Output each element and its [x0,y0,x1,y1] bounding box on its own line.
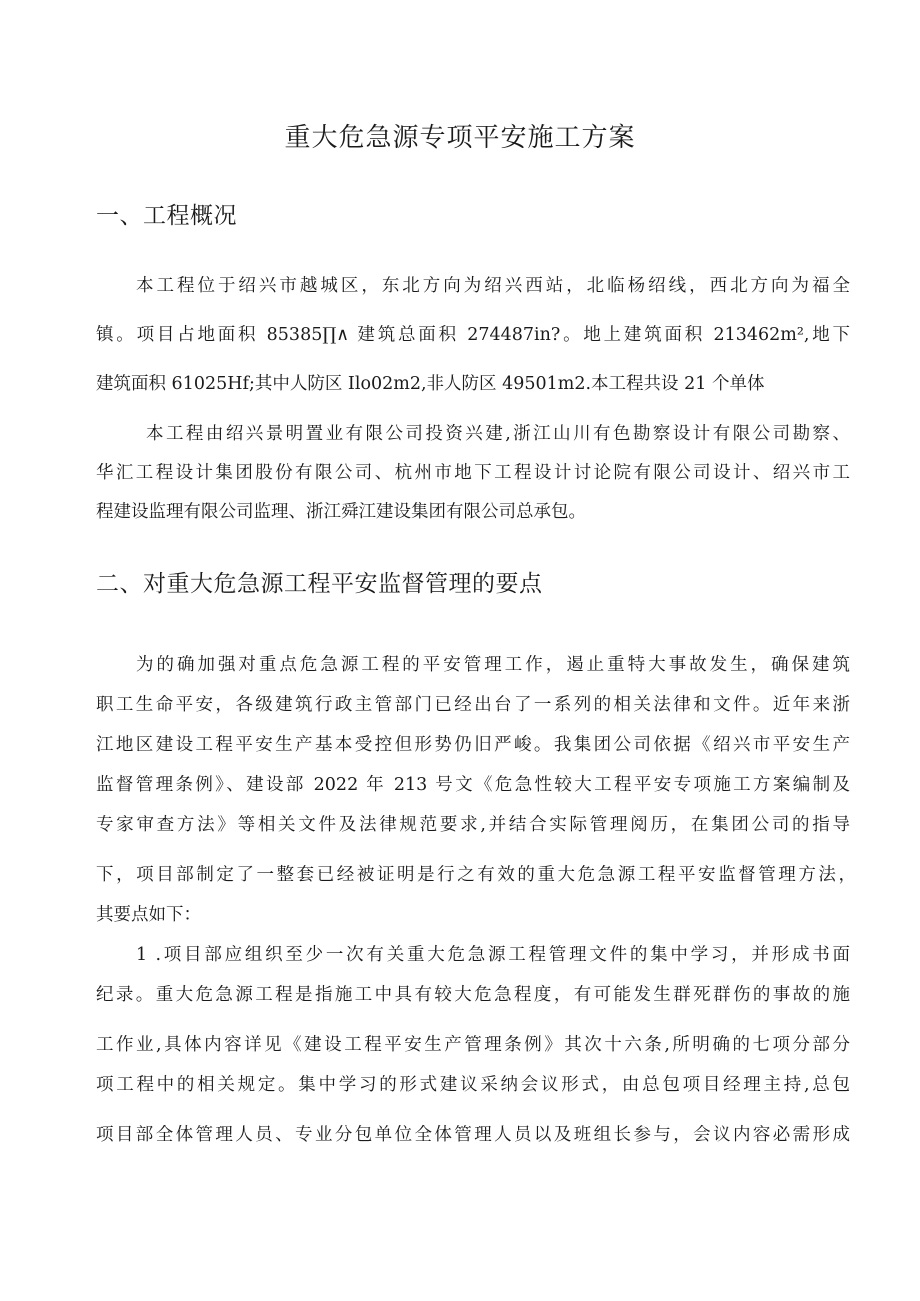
document-title: 重大危急源专项平安施工方案 [284,123,636,153]
text-line: 监督管理条例》、建设部 2022 年 213 号文《危急性较大工程平安专项施工方案编制及 [96,775,850,795]
text-line: 建筑面积 61025Hf;其中人防区 Ilo02m2,非人防区 49501m2.本工程共设 21 个单体 [96,374,765,394]
text-line: 本工程位于绍兴市越城区，东北方向为绍兴西站，北临杨绍线，西北方向为福全 [136,276,850,296]
text-line: 程建设监理有限公司监理、浙江舜江建设集团有限公司总承包。 [96,502,586,522]
text-line: 本工程由绍兴景明置业有限公司投资兴建,浙江山川有色勘察设计有限公司勘察、 [146,424,850,444]
text-line: 下，项目部制定了一整套已经被证明是行之有效的重大危急源工程平安监督管理方法， [96,865,856,885]
section-heading-key-points: 二、对重大危急源工程平安监督管理的要点 [96,571,543,597]
text-line: 工作业,具体内容详见《建设工程平安生产管理条例》其次十六条,所明确的七项分部分 [96,1035,850,1055]
text-line: 其要点如下： [96,905,201,925]
text-line: 项目部全体管理人员、专业分包单位全体管理人员以及班组长参与，会议内容必需形成 [96,1125,850,1145]
text-line: 为的确加强对重点危急源工程的平安管理工作，遏止重特大事故发生，确保建筑 [136,655,850,675]
text-line: 专家审查方法》等相关文件及法律规范要求,并结合实际管理阅历，在集团公司的指导 [96,815,850,835]
text-line: 江地区建设工程平安生产基本受控但形势仍旧严峻。我集团公司依据《绍兴市平安生产 [96,735,850,755]
text-line: 职工生命平安，各级建筑行政主管部门已经出台了一系列的相关法律和文件。近年来浙 [96,695,850,715]
text-line: 镇。项目占地面积 85385∏∧ 建筑总面积 274487in?。地上建筑面积 213462m²,地下 [96,325,850,345]
text-line: 纪录。重大危急源工程是指施工中具有较大危急程度，有可能发生群死群伤的事故的施 [96,985,850,1005]
text-line: 华汇工程设计集团股份有限公司、杭州市地下工程设计讨论院有限公司设计、绍兴市工 [96,463,850,483]
text-line: 1 .项目部应组织至少一次有关重大危急源工程管理文件的集中学习，并形成书面 [136,945,850,965]
text-line: 项工程中的相关规定。集中学习的形式建议采纳会议形式，由总包项目经理主持,总包 [96,1075,850,1095]
section-heading-overview: 一、工程概况 [96,203,237,229]
